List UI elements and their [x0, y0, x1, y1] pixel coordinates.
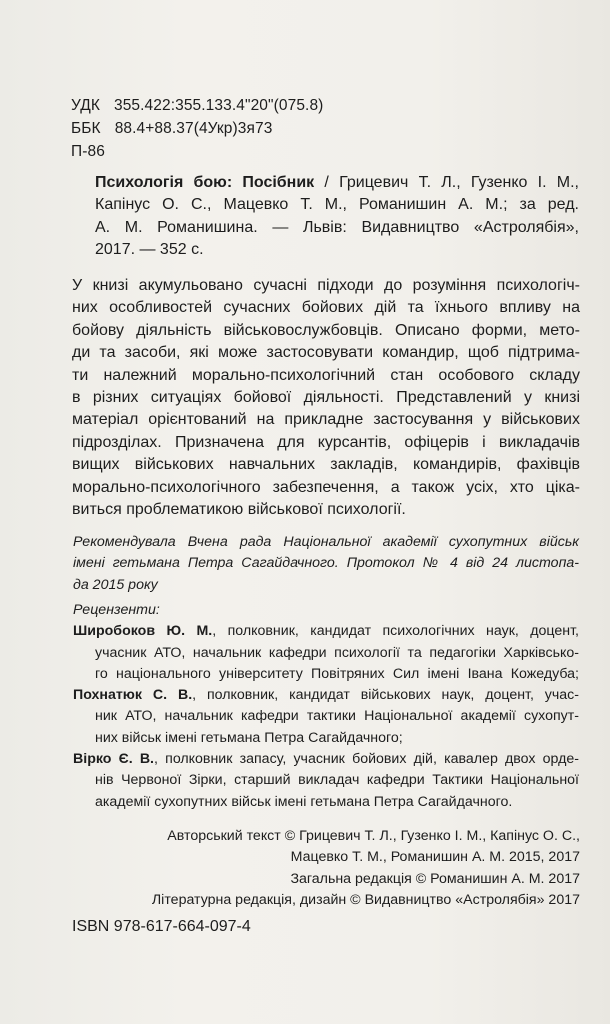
- reviewer-2-line-3: них військ імені гетьмана Петра Сагайдачного;: [95, 729, 403, 746]
- udk-label: УДК: [71, 97, 100, 114]
- isbn: ISBN 978-617-664-097-4: [72, 918, 251, 935]
- copyright-line: Мацевко Т. М., Романишин А. М. 2015, 2017: [290, 849, 580, 866]
- reviewer-3-line-3: академії сухопутних військ імені гетьмана Петра Сагайдачного.: [95, 793, 513, 810]
- abstract: [72, 275, 580, 521]
- reviewer-3-name: Вірко Є. В.: [73, 751, 155, 768]
- bib-line-1: Психологія бою: Посібник / Грицевич Т. Л., Гузенко І. М.,: [95, 174, 579, 191]
- abstract-line: бойову діяльність військовослужбовців. Описано форми, мето-: [72, 321, 580, 339]
- reviewer-1-line-1: Широбоков Ю. М., полковник, кандидат психологічних наук, доцент,: [73, 623, 579, 640]
- reviewer-2-line-2: ник АТО, начальник кафедри тактики Національної академії сухопут-: [95, 708, 579, 725]
- bib-line-2: Капінус О. С., Мацевко Т. М., Романишин А. М.; за ред.: [95, 196, 579, 214]
- reviewer-3-line-1: Вірко Є. В., полковник запасу, учасник бойових дій, кавалер двох орде-: [73, 751, 580, 768]
- book-title: Психологія бою: Посібник: [95, 174, 315, 191]
- abstract-line: ди та засоби, які може застосовувати командир, щоб підтрима-: [72, 344, 580, 362]
- reviewer-1-line-2: учасник АТО, начальник кафедри психології та педагогіки Харківсько-: [95, 644, 579, 661]
- abstract-line: в різних ситуаціях бойової діяльності. Представлений у книзі: [72, 388, 580, 406]
- recommendation: [73, 532, 579, 596]
- abstract-line: У книзі акумульовано сучасні підходи до розуміння психологіч-: [72, 277, 580, 294]
- reviewer-1-name: Широбоков Ю. М.: [73, 623, 213, 640]
- bbk-value: 88.4+88.37(4Укр)3я73: [114, 120, 273, 137]
- udk-line: [71, 95, 323, 117]
- bbk-line: [71, 118, 272, 140]
- copyright-line: Загальна редакція © Романишин А. М. 2017: [290, 870, 580, 887]
- abstract-line: вищих військових навчальних закладів, командирів, фахівців: [72, 456, 580, 474]
- bbk-label: ББК: [71, 120, 101, 137]
- reviewers: [73, 600, 579, 813]
- reviewers-heading: Рецензенти:: [73, 602, 160, 618]
- reviewer-3-line-2: нів Червоної Зірки, старший викладач кафедри Тактики Національної: [95, 772, 579, 789]
- abstract-line: них особливостей сучасних бойових дій та їхнього впливу на: [72, 299, 580, 317]
- recommendation-line: імені гетьмана Петра Сагайдачного. Протокол № 4 від 24 листопа-: [73, 555, 579, 572]
- recommendation-line: Рекомендувала Вчена рада Національної академії сухопутних військ: [73, 534, 579, 550]
- udk-value: 355.422:355.133.4"20"(075.8): [113, 97, 324, 114]
- reviewer-2-line-1: Похнатюк С. В., полковник, кандидат військових наук, доцент, учас-: [73, 687, 579, 704]
- bibliographic-record-cont: [95, 194, 579, 261]
- reviewer-1-line-3: го національного університету Повітряних Сил імені Івана Кожедуба;: [95, 665, 579, 682]
- copyright-line: Авторський текст © Грицевич Т. Л., Гузенко І. М., Капінус О. С.,: [167, 828, 580, 844]
- copyright-line: Літературна редакція, дизайн © Видавництво «Астролябія» 2017: [151, 891, 580, 908]
- reviewer-2-name: Похнатюк С. В.: [73, 687, 193, 704]
- abstract-line: ти належний морально-психологічний стан особового складу: [72, 366, 580, 384]
- abstract-line: матеріал орієнтований на прикладне застосування у військових: [72, 411, 580, 429]
- abstract-line: морально-психологічного забезпечення, а також усіх, хто ціка-: [72, 478, 580, 496]
- bib-line-3: А. М. Романишина. — Львів: Видавництво «Астролябія»,: [95, 218, 579, 236]
- abstract-line: виться проблематикою військової психології.: [72, 500, 406, 518]
- author-mark: П-86: [71, 143, 105, 160]
- copyright: [140, 826, 580, 911]
- bibliographic-record: [95, 172, 579, 194]
- bib-line-4: 2017. — 352 с.: [95, 241, 204, 259]
- recommendation-line: да 2015 року: [73, 576, 158, 593]
- abstract-line: підрозділах. Призначена для курсантів, офіцерів і викладачів: [72, 433, 580, 451]
